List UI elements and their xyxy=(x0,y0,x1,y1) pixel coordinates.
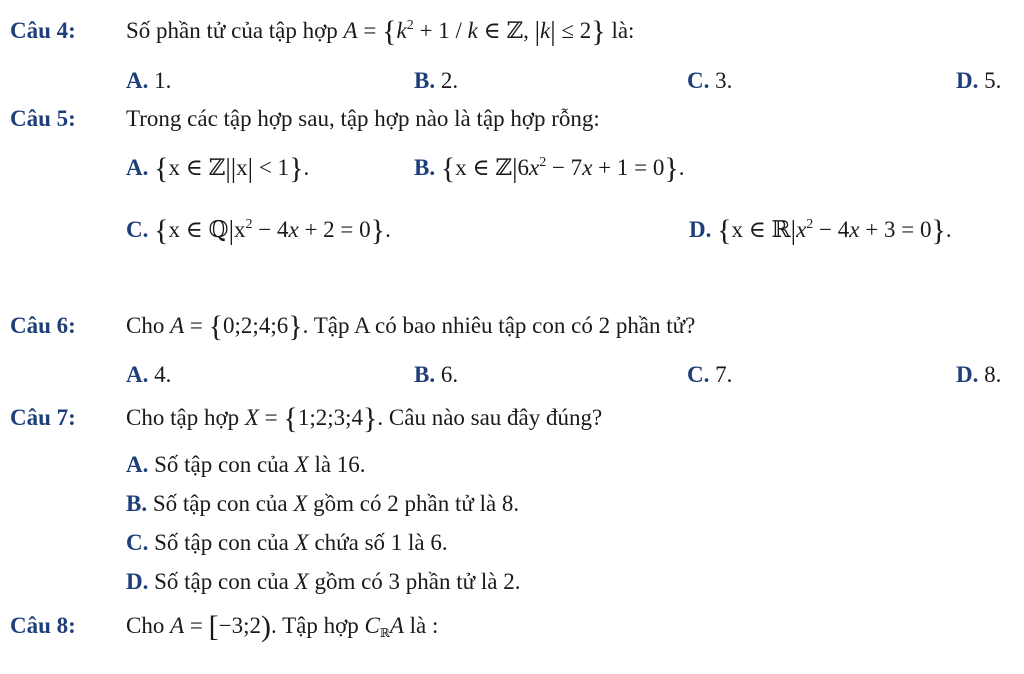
option-letter: B. xyxy=(126,491,148,516)
option-letter: C. xyxy=(687,68,710,93)
option-text: Số tập con của X chứa số 1 là 6. xyxy=(154,530,448,555)
question-6-stem-end: . Tập A có bao nhiêu tập con có 2 phần tử? xyxy=(302,313,696,338)
option-text: Số tập con của X là 16. xyxy=(154,452,366,477)
option-letter: A. xyxy=(126,68,149,93)
question-4-option-d[interactable] xyxy=(956,68,1001,94)
option-text: 6. xyxy=(440,362,459,387)
option-letter: B. xyxy=(414,68,436,93)
option-letter: C. xyxy=(126,217,149,242)
option-text: 2. xyxy=(440,68,459,93)
option-text: 4. xyxy=(154,362,172,387)
option-text: Số tập con của X gồm có 3 phần tử là 2. xyxy=(154,569,521,594)
question-7-option-c[interactable] xyxy=(126,530,448,556)
option-text: {x ∈ $ℝ|x^2 - 4x + 3 = 0$}. xyxy=(717,214,952,247)
question-6-stem xyxy=(126,310,696,343)
question-8-stem-end: . Tập hợp $C_ℝA$ là : xyxy=(271,613,439,640)
question-6-option-d[interactable] xyxy=(956,362,1001,388)
question-7-label: Câu 7: xyxy=(10,405,76,430)
question-6-label: Câu 6: xyxy=(10,313,76,338)
question-6-stem-text: Cho xyxy=(126,313,165,338)
question-5-option-d[interactable] xyxy=(689,214,952,247)
option-letter: D. xyxy=(126,569,149,594)
option-text: {x ∈ $ℚ|x^2 - 4x + 2 = 0$}. xyxy=(154,214,391,247)
option-text: Số tập con của X gồm có 2 phần tử là 8. xyxy=(152,491,520,516)
option-text: {x ∈ ℤ||x| < 1}. xyxy=(154,152,310,185)
question-6-set: A = {0;2;4;6} xyxy=(170,310,303,343)
question-4-option-c[interactable] xyxy=(687,68,732,94)
question-7-option-a[interactable] xyxy=(126,452,366,478)
question-7-set: X = {1;2;3;4} xyxy=(244,402,378,435)
option-text: 8. xyxy=(984,362,1002,387)
option-text: 7. xyxy=(715,362,733,387)
option-letter: A. xyxy=(126,452,149,477)
option-text: 3. xyxy=(715,68,733,93)
question-7-option-d[interactable] xyxy=(126,569,520,595)
question-7-stem-end: . Câu nào sau đây đúng? xyxy=(377,405,603,430)
question-7-stem-text: Cho tập hợp xyxy=(126,405,240,430)
option-letter: B. xyxy=(414,362,436,387)
question-8-set: A = [−3;2) xyxy=(170,610,272,643)
option-text: {x ∈ $ℤ|6x^2 - 7x + 1 = 0$}. xyxy=(440,152,685,185)
question-4-stem xyxy=(126,15,635,48)
option-text: 1. xyxy=(154,68,172,93)
cropped-next-line xyxy=(0,664,1024,674)
question-7-stem xyxy=(126,402,603,435)
question-4-option-a[interactable] xyxy=(126,68,171,94)
question-8-stem-text: Cho xyxy=(126,613,165,638)
question-6-option-a[interactable] xyxy=(126,362,171,388)
question-8-label: Câu 8: xyxy=(10,613,76,638)
question-7-option-b[interactable] xyxy=(126,491,519,517)
option-letter: C. xyxy=(126,530,149,555)
question-5-option-c[interactable] xyxy=(126,214,391,247)
cropped-option-a-fragment xyxy=(126,664,132,674)
question-4-label: Câu 4: xyxy=(10,18,76,43)
option-letter: B. xyxy=(414,155,436,180)
question-5-stem: Trong các tập hợp sau, tập hợp nào là tập hợp rỗng: xyxy=(126,106,600,131)
question-4-option-b[interactable] xyxy=(414,68,458,94)
question-5-option-b[interactable] xyxy=(414,152,685,185)
option-letter: D. xyxy=(689,217,712,242)
option-letter: C. xyxy=(687,362,710,387)
question-6-option-c[interactable] xyxy=(687,362,732,388)
question-6-option-b[interactable] xyxy=(414,362,458,388)
question-4-stem-end: là: xyxy=(611,18,635,43)
question-4-stem-text: Số phần tử của tập hợp xyxy=(126,18,338,43)
option-text: 5. xyxy=(984,68,1002,93)
option-letter: D. xyxy=(956,362,979,387)
question-5-option-a[interactable] xyxy=(126,152,310,185)
option-letter: A. xyxy=(126,155,149,180)
option-letter: D. xyxy=(956,68,979,93)
option-letter: A. xyxy=(126,362,149,387)
question-5-label: Câu 5: xyxy=(10,106,76,131)
question-4-set: $A = \{k^2 + 1 / k$ ∈ ℤ, |k| ≤ 2} xyxy=(343,15,606,48)
question-8-stem xyxy=(126,610,439,643)
